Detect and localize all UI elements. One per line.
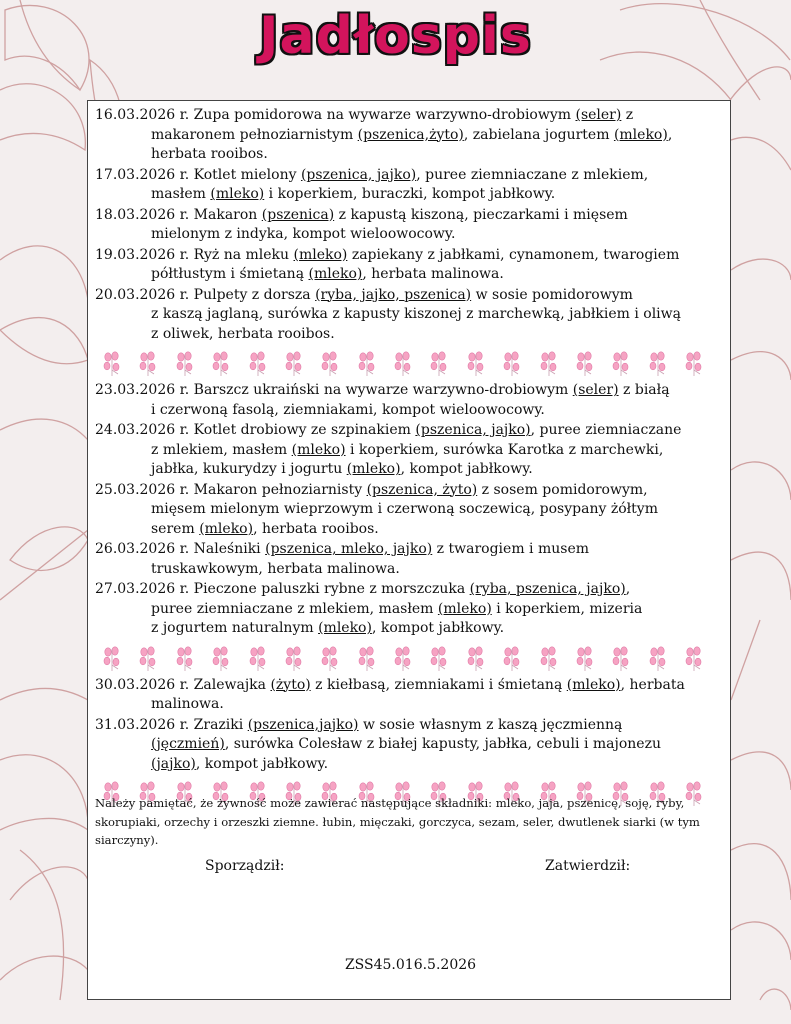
blossom-icon	[683, 643, 705, 673]
allergen-tag: (pszenica, jajko)	[300, 166, 417, 183]
entry-line: 20.03.2026 r. Pulpety z dorsza (ryba, jajko, pszenica) w sosie pomidorowym	[95, 286, 633, 303]
flower-divider	[95, 640, 725, 676]
blossom-icon	[392, 348, 414, 378]
menu-entries	[95, 106, 725, 811]
entry-line: mięsem mielonym wieprzowym i czerwoną soczewicą, posypany żółtym	[151, 501, 658, 517]
menu-entry	[95, 580, 725, 639]
blossom-icon	[247, 348, 269, 378]
blossom-icon	[428, 348, 450, 378]
allergen-tag: (pszenica)	[261, 206, 335, 223]
menu-entry	[95, 421, 725, 480]
allergen-tag: (mleko)	[613, 126, 668, 143]
page-title: Jadłospis	[259, 6, 532, 66]
blossom-icon	[174, 348, 196, 378]
blossom-icon	[356, 643, 378, 673]
entry-line: puree ziemniaczane z mlekiem, masłem (mleko) i koperkiem, mizeria	[151, 600, 643, 617]
allergen-tag: (mleko)	[318, 620, 372, 636]
menu-entry	[95, 481, 725, 540]
blossom-icon	[392, 643, 414, 673]
entry-line: z oliwek, herbata rooibos.	[151, 325, 335, 342]
entry-line: 24.03.2026 r. Kotlet drobiowy ze szpinakiem (pszenica, jajko), puree ziemniaczane	[95, 422, 682, 438]
menu-entry	[95, 246, 725, 285]
allergen-tag: (mleko)	[346, 461, 401, 477]
blossom-icon	[137, 643, 159, 673]
blossom-icon	[428, 643, 450, 673]
allergen-tag: (pszenica, mleko, jajko)	[265, 541, 433, 557]
blossom-icon	[683, 348, 705, 378]
allergen-note: Należy pamiętać, że żywność może zawierać następujące składniki: mleko, jaja, pszenicę, soję, ryby, skorupiaki, orzechy i orzeszki ziemne. łubin, mięczaki, gorczyca, sezam, seler, dwutlenek siarki (w tym siarczyny).	[95, 796, 700, 847]
menu-entry	[95, 676, 725, 715]
entry-line: 18.03.2026 r. Makaron (pszenica) z kapustą kiszoną, pieczarkami i mięsem	[95, 206, 628, 223]
blossom-icon	[174, 643, 196, 673]
menu-entry	[95, 381, 725, 420]
menu-entry	[95, 286, 725, 345]
blossom-icon	[210, 643, 232, 673]
approved-by-label: Zatwierdził:	[545, 858, 631, 874]
entry-line: 19.03.2026 r. Ryż na mleku (mleko) zapiekany z jabłkami, cynamonem, twarogiem	[95, 246, 680, 263]
blossom-icon	[356, 348, 378, 378]
blossom-icon	[319, 348, 341, 378]
allergen-tag: (mleko)	[308, 266, 363, 282]
entry-line: herbata rooibos.	[151, 146, 268, 162]
blossom-icon	[210, 348, 232, 378]
menu-entry	[95, 716, 725, 775]
blossom-icon	[101, 348, 123, 378]
entry-line: 23.03.2026 r. Barszcz ukraiński na wywarze warzywno-drobiowym (seler) z białą	[95, 382, 670, 398]
allergen-tag: (mleko)	[210, 186, 265, 202]
entry-line: makaronem pełnoziarnistym (pszenica,żyto), zabielana jogurtem (mleko),	[151, 126, 673, 143]
allergen-tag: (jajko)	[151, 755, 196, 772]
blossom-icon	[538, 643, 560, 673]
prepared-by-label: Sporządził:	[205, 858, 285, 874]
week-2-list	[95, 381, 725, 639]
blossom-icon	[610, 643, 632, 673]
entry-line: (jajko), kompot jabłkowy.	[151, 755, 329, 772]
menu-entry	[95, 206, 725, 245]
entry-line: i czerwoną fasolą, ziemniakami, kompot wieloowocowy.	[151, 401, 545, 418]
blossom-icon	[574, 348, 596, 378]
blossom-icon	[501, 348, 523, 378]
entry-line: 31.03.2026 r. Zraziki (pszenica,jajko) w sosie własnym z kaszą jęczmienną	[95, 716, 623, 733]
entry-line: jabłka, kukurydzy i jogurtu (mleko), kompot jabłkowy.	[151, 461, 533, 477]
entry-line: truskawkowym, herbata malinowa.	[151, 560, 400, 577]
entry-line: mielonym z indyka, kompot wieloowocowy.	[151, 226, 456, 242]
entry-line: 26.03.2026 r. Naleśniki (pszenica, mleko, jajko) z twarogiem i musem	[95, 541, 590, 557]
allergen-tag: (ryba, pszenica, jajko)	[469, 581, 626, 597]
allergen-tag: (mleko)	[437, 600, 492, 617]
blossom-icon	[647, 643, 669, 673]
entry-line: z jogurtem naturalnym (mleko), kompot jabłkowy.	[151, 620, 505, 636]
blossom-icon	[247, 643, 269, 673]
week-3-list	[95, 676, 725, 775]
blossom-icon	[647, 348, 669, 378]
blossom-icon	[137, 348, 159, 378]
blossom-icon	[465, 643, 487, 673]
allergen-tag: (seler)	[572, 382, 619, 398]
blossom-icon	[283, 643, 305, 673]
flower-divider	[95, 345, 725, 381]
entry-line: 27.03.2026 r. Pieczone paluszki rybne z morszczuka (ryba, pszenica, jajko),	[95, 581, 631, 597]
entry-line: malinowa.	[151, 696, 224, 712]
entry-line: serem (mleko), herbata rooibos.	[151, 520, 379, 537]
menu-entry	[95, 166, 725, 205]
entry-line: 17.03.2026 r. Kotlet mielony (pszenica, jajko), puree ziemniaczane z mlekiem,	[95, 166, 649, 183]
document-code: ZSS45.016.5.2026	[344, 957, 477, 973]
blossom-icon	[574, 643, 596, 673]
entry-line: masłem (mleko) i koperkiem, buraczki, kompot jabłkowy.	[151, 186, 556, 202]
menu-entry	[95, 106, 725, 165]
menu-entry	[95, 540, 725, 579]
entry-line: 25.03.2026 r. Makaron pełnoziarnisty (pszenica, żyto) z sosem pomidorowym,	[95, 481, 648, 498]
allergen-tag: (pszenica, jajko)	[415, 422, 531, 438]
entry-line: półtłustym i śmietaną (mleko), herbata malinowa.	[151, 266, 504, 282]
allergen-tag: (mleko)	[291, 441, 346, 458]
blossom-icon	[283, 348, 305, 378]
entry-line: 16.03.2026 r. Zupa pomidorowa na wywarze warzywno-drobiowym (seler) z	[95, 107, 634, 123]
entry-line: z mlekiem, masłem (mleko) i koperkiem, surówka Karotka z marchewki,	[151, 441, 664, 458]
allergen-tag: (żyto)	[270, 676, 311, 693]
blossom-icon	[610, 348, 632, 378]
allergen-tag: (pszenica,żyto)	[357, 126, 464, 143]
blossom-icon	[101, 643, 123, 673]
blossom-icon	[319, 643, 341, 673]
allergen-tag: (mleko)	[293, 246, 348, 263]
allergen-tag: (ryba, jajko, pszenica)	[315, 286, 472, 303]
blossom-icon	[501, 643, 523, 673]
allergen-tag: (pszenica, żyto)	[366, 481, 478, 498]
entry-line: 30.03.2026 r. Zalewajka (żyto) z kiełbasą, ziemniakami i śmietaną (mleko), herbata	[95, 676, 685, 693]
week-1-list	[95, 106, 725, 344]
allergen-tag: (seler)	[575, 107, 622, 123]
allergen-tag: (mleko)	[566, 676, 621, 693]
entry-line: (jęczmień), surówka Colesław z białej kapusty, jabłka, cebuli i majonezu	[151, 736, 661, 752]
allergen-tag: (jęczmień)	[151, 736, 225, 752]
allergen-tag: (mleko)	[199, 520, 254, 537]
allergen-tag: (pszenica,jajko)	[247, 716, 359, 733]
blossom-icon	[465, 348, 487, 378]
entry-line: z kaszą jaglaną, surówka z kapusty kiszonej z marchewką, jabłkiem i oliwą	[151, 306, 681, 322]
blossom-icon	[538, 348, 560, 378]
